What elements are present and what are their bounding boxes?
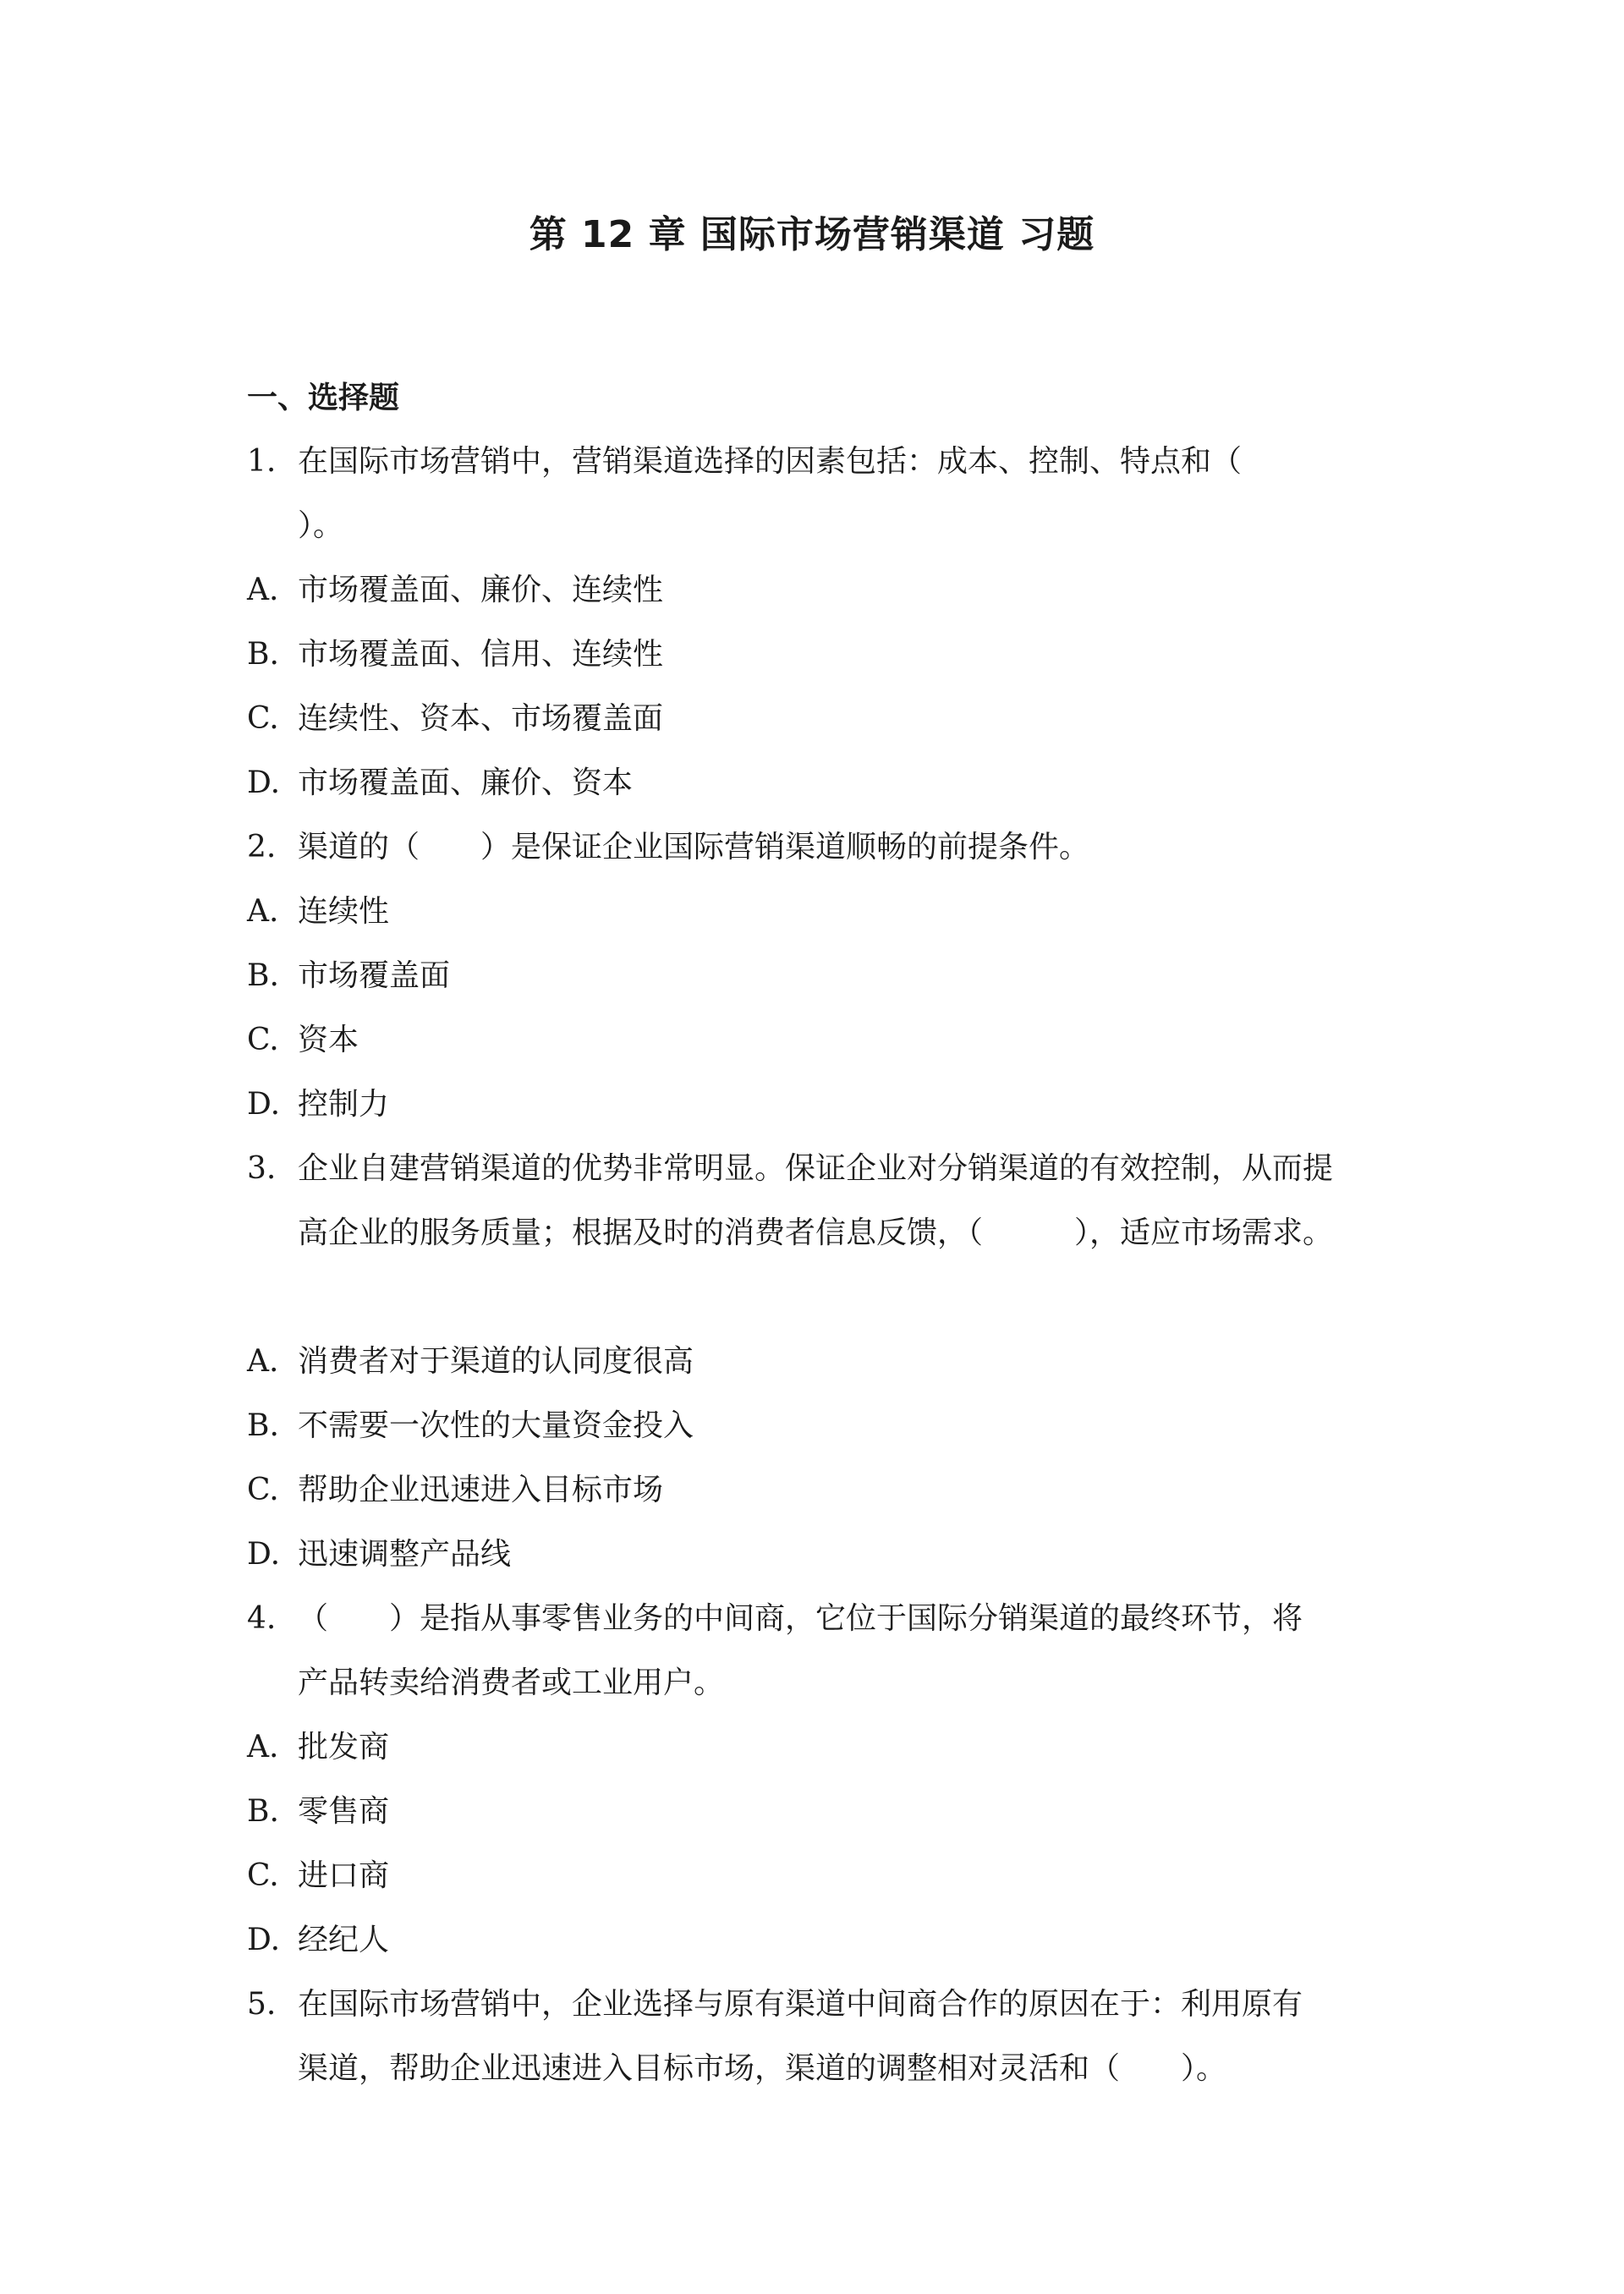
option-text: 迅速调整产品线 (298, 1537, 512, 1572)
question-2-option-a (247, 891, 389, 933)
option-text: 连续性 (298, 894, 390, 929)
option-text: 不需要一次性的大量资金投入 (298, 1408, 694, 1443)
section-heading: 一、选择题 (247, 381, 400, 415)
question-5-stem (247, 1984, 1303, 2026)
option-letter: A. (247, 1344, 279, 1379)
question-3-option-a (247, 1341, 694, 1383)
option-letter: C. (247, 1858, 279, 1893)
question-1-option-c (247, 698, 663, 740)
option-text: 市场覆盖面、廉价、连续性 (298, 573, 664, 607)
question-1-stem (247, 441, 1242, 483)
option-text: 零售商 (298, 1794, 390, 1829)
question-number: 1. (247, 444, 277, 479)
question-4-option-b (247, 1791, 389, 1833)
option-letter: B. (247, 958, 279, 993)
question-3-option-d (247, 1534, 511, 1576)
option-letter: C. (247, 1473, 279, 1507)
question-text: 在国际市场营销中，企业选择与原有渠道中间商合作的原因在于：利用原有 (298, 1987, 1303, 2022)
question-2-option-c (247, 1019, 359, 1062)
option-text: 连续性、资本、市场覆盖面 (298, 701, 664, 736)
question-4-option-a (247, 1726, 389, 1769)
option-text: 资本 (298, 1023, 359, 1057)
question-number: 3. (247, 1151, 277, 1186)
option-letter: C. (247, 1023, 279, 1057)
question-number: 2. (247, 830, 277, 864)
option-text: 进口商 (298, 1858, 390, 1893)
question-5-stem-continued: 渠道，帮助企业迅速进入目标市场，渠道的调整相对灵活和（ ）。 (298, 2051, 1227, 2086)
option-letter: B. (247, 1794, 279, 1829)
option-letter: D. (247, 1923, 281, 1957)
option-letter: D. (247, 1537, 281, 1572)
option-text: 消费者对于渠道的认同度很高 (298, 1344, 694, 1379)
question-2-option-b (247, 955, 450, 997)
question-1-option-d (247, 762, 633, 804)
question-text: 企业自建营销渠道的优势非常明显。保证企业对分销渠道的有效控制，从而提 (298, 1151, 1334, 1186)
option-text: 批发商 (298, 1730, 390, 1764)
option-letter: D. (247, 1087, 281, 1122)
option-letter: D. (247, 766, 281, 800)
option-text: 经纪人 (298, 1923, 390, 1957)
option-letter: A. (247, 894, 279, 929)
option-letter: B. (247, 1408, 279, 1443)
option-text: 控制力 (298, 1087, 390, 1122)
question-4-option-c (247, 1855, 389, 1897)
option-text: 市场覆盖面 (298, 958, 451, 993)
question-text: （ ）是指从事零售业务的中间商，它位于国际分销渠道的最终环节，将 (298, 1601, 1303, 1636)
page-title: 第 12 章 国际市场营销渠道 习题 (529, 213, 1095, 256)
question-2-option-d (247, 1084, 389, 1126)
option-text: 市场覆盖面、廉价、资本 (298, 766, 634, 800)
option-letter: B. (247, 637, 279, 672)
option-letter: A. (247, 573, 279, 607)
question-3-stem (247, 1148, 1333, 1190)
question-number: 5. (247, 1987, 277, 2022)
option-text: 帮助企业迅速进入目标市场 (298, 1473, 664, 1507)
option-letter: C. (247, 701, 279, 736)
question-4-stem-continued: 产品转卖给消费者或工业用户。 (298, 1666, 725, 1700)
question-text: 渠道的（ ）是保证企业国际营销渠道顺畅的前提条件。 (298, 830, 1090, 864)
question-number: 4. (247, 1601, 277, 1636)
question-3-stem-continued: 高企业的服务质量；根据及时的消费者信息反馈，（ ），适应市场需求。 (298, 1216, 1334, 1250)
question-3-option-b (247, 1405, 694, 1447)
option-text: 市场覆盖面、信用、连续性 (298, 637, 664, 672)
question-1-option-b (247, 634, 663, 676)
question-1-stem-continued: ）。 (298, 508, 344, 543)
option-letter: A. (247, 1730, 279, 1764)
question-1-option-a (247, 569, 663, 612)
question-text: 在国际市场营销中，营销渠道选择的因素包括：成本、控制、特点和（ (298, 444, 1243, 479)
question-3-option-c (247, 1469, 663, 1512)
question-2-stem (247, 826, 1089, 869)
question-4-option-d (247, 1919, 389, 1962)
question-4-stem (247, 1598, 1303, 1640)
